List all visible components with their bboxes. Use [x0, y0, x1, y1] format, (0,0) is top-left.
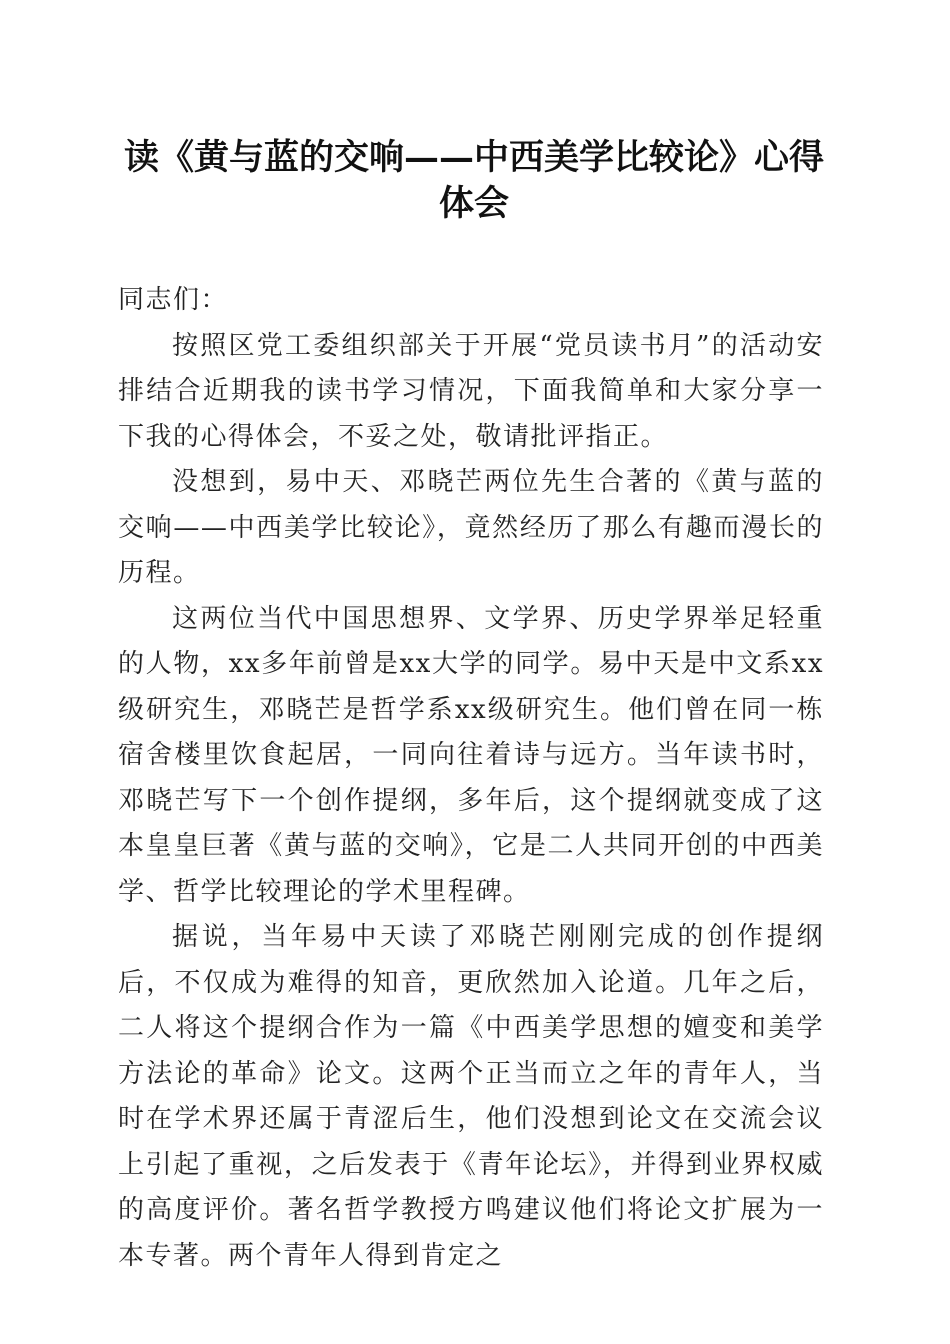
- paragraph-1: 按照区党工委组织部关于开展“党员读书月”的活动安排结合近期我的读书学习情况，下面我简单和大家分享一下我的心得体会，不妥之处，敬请批评指正。: [118, 330, 824, 452]
- salutation: 同志们：: [118, 285, 229, 315]
- title-line-1: 读《黄与蓝的交响——中西美学比较论》心得: [123, 137, 824, 178]
- paragraph-4: 据说，当年易中天读了邓晓芒刚刚完成的创作提纲后，不仅成为难得的知音，更欣然加入论道。几年之后，二人将这个提纲合作为一篇《中西美学思想的嬗变和美学方法论的革命》论文。这两个正当而立之年的青年人，当时在学术界还属于青涩后生，他们没想到论文在交流会议上引起了重视，之后发表于《青年论坛》，并得到业界权威的高度评价。著名哲学教授方鸣建议他们将论文扩展为一本专著。两个青年人得到肯定之: [118, 922, 824, 1271]
- paragraph-3: 这两位当代中国思想界、文学界、历史学界举足轻重的人物，xx多年前曾是xx大学的同学。易中天是中文系xx级研究生，邓晓芒是哲学系xx级研究生。他们曾在同一栋宿舍楼里饮食起居，一同向往着诗与远方。当年读书时，邓晓芒写下一个创作提纲，多年后，这个提纲就变成了这本皇皇巨著《黄与蓝的交响》，它是二人共同开创的中西美学、哲学比较理论的学术里程碑。: [118, 603, 824, 907]
- document-body: [118, 278, 824, 1279]
- paragraph-2: 没想到，易中天、邓晓芒两位先生合著的《黄与蓝的交响——中西美学比较论》，竟然经历了那么有趣而漫长的历程。: [118, 467, 824, 588]
- title-line-2: 体会: [438, 183, 509, 224]
- document-title: [118, 135, 830, 227]
